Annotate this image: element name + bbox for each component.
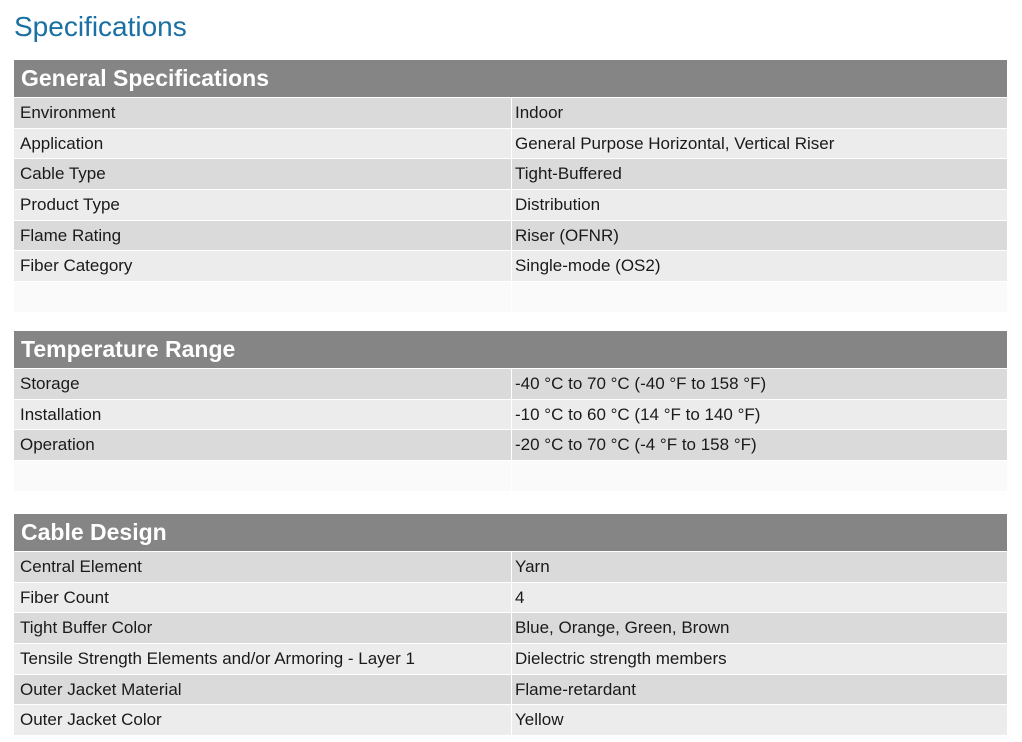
table-spacer-row [14, 461, 1007, 491]
table-row [14, 552, 1007, 582]
cable-design-table [14, 514, 1007, 735]
spacer-cell [512, 282, 1007, 312]
table-row [14, 644, 1007, 674]
spec-label: Tight Buffer Color [14, 613, 511, 643]
spacer-cell [14, 461, 511, 491]
table-row [14, 129, 1007, 159]
table-row [14, 675, 1007, 705]
spec-value: Tight-Buffered [512, 159, 1007, 189]
spec-value: Yarn [512, 552, 1007, 582]
table-row [14, 430, 1007, 460]
spec-label: Application [14, 129, 511, 159]
spec-label: Storage [14, 369, 511, 399]
spec-value: General Purpose Horizontal, Vertical Riser [512, 129, 1007, 159]
spec-label: Operation [14, 430, 511, 460]
spec-value: Single-mode (OS2) [512, 251, 1007, 281]
table-row [14, 705, 1007, 735]
spec-label: Fiber Category [14, 251, 511, 281]
table-row [14, 613, 1007, 643]
table-row [14, 369, 1007, 399]
table-row [14, 159, 1007, 189]
section-header: Cable Design [14, 514, 1007, 551]
spacer-cell [14, 282, 511, 312]
spec-value: Blue, Orange, Green, Brown [512, 613, 1007, 643]
spec-label: Outer Jacket Material [14, 675, 511, 705]
spec-label: Installation [14, 400, 511, 430]
spec-value: -40 °C to 70 °C (-40 °F to 158 °F) [512, 369, 1007, 399]
table-row [14, 251, 1007, 281]
spec-value: -10 °C to 60 °C (14 °F to 140 °F) [512, 400, 1007, 430]
table-row [14, 400, 1007, 430]
spec-value: 4 [512, 583, 1007, 613]
table-row [14, 221, 1007, 251]
spec-label: Flame Rating [14, 221, 511, 251]
table-row [14, 98, 1007, 128]
section-header: General Specifications [14, 60, 1007, 97]
section-header: Temperature Range [14, 331, 1007, 368]
spec-value: Riser (OFNR) [512, 221, 1007, 251]
table-row [14, 190, 1007, 220]
spec-value: Distribution [512, 190, 1007, 220]
spec-value: Flame-retardant [512, 675, 1007, 705]
spec-value: Yellow [512, 705, 1007, 735]
temperature-range-table [14, 331, 1007, 491]
spec-label: Fiber Count [14, 583, 511, 613]
spec-label: Tensile Strength Elements and/or Armoring - Layer 1 [14, 644, 511, 674]
spec-label: Cable Type [14, 159, 511, 189]
table-spacer-row [14, 282, 1007, 312]
spec-label: Environment [14, 98, 511, 128]
spec-label: Central Element [14, 552, 511, 582]
table-row [14, 583, 1007, 613]
spec-value: Dielectric strength members [512, 644, 1007, 674]
spacer-cell [512, 461, 1007, 491]
spec-value: Indoor [512, 98, 1007, 128]
general-specifications-table [14, 60, 1007, 312]
spec-label: Outer Jacket Color [14, 705, 511, 735]
page-title: Specifications [14, 11, 187, 42]
spec-value: -20 °C to 70 °C (-4 °F to 158 °F) [512, 430, 1007, 460]
spec-label: Product Type [14, 190, 511, 220]
